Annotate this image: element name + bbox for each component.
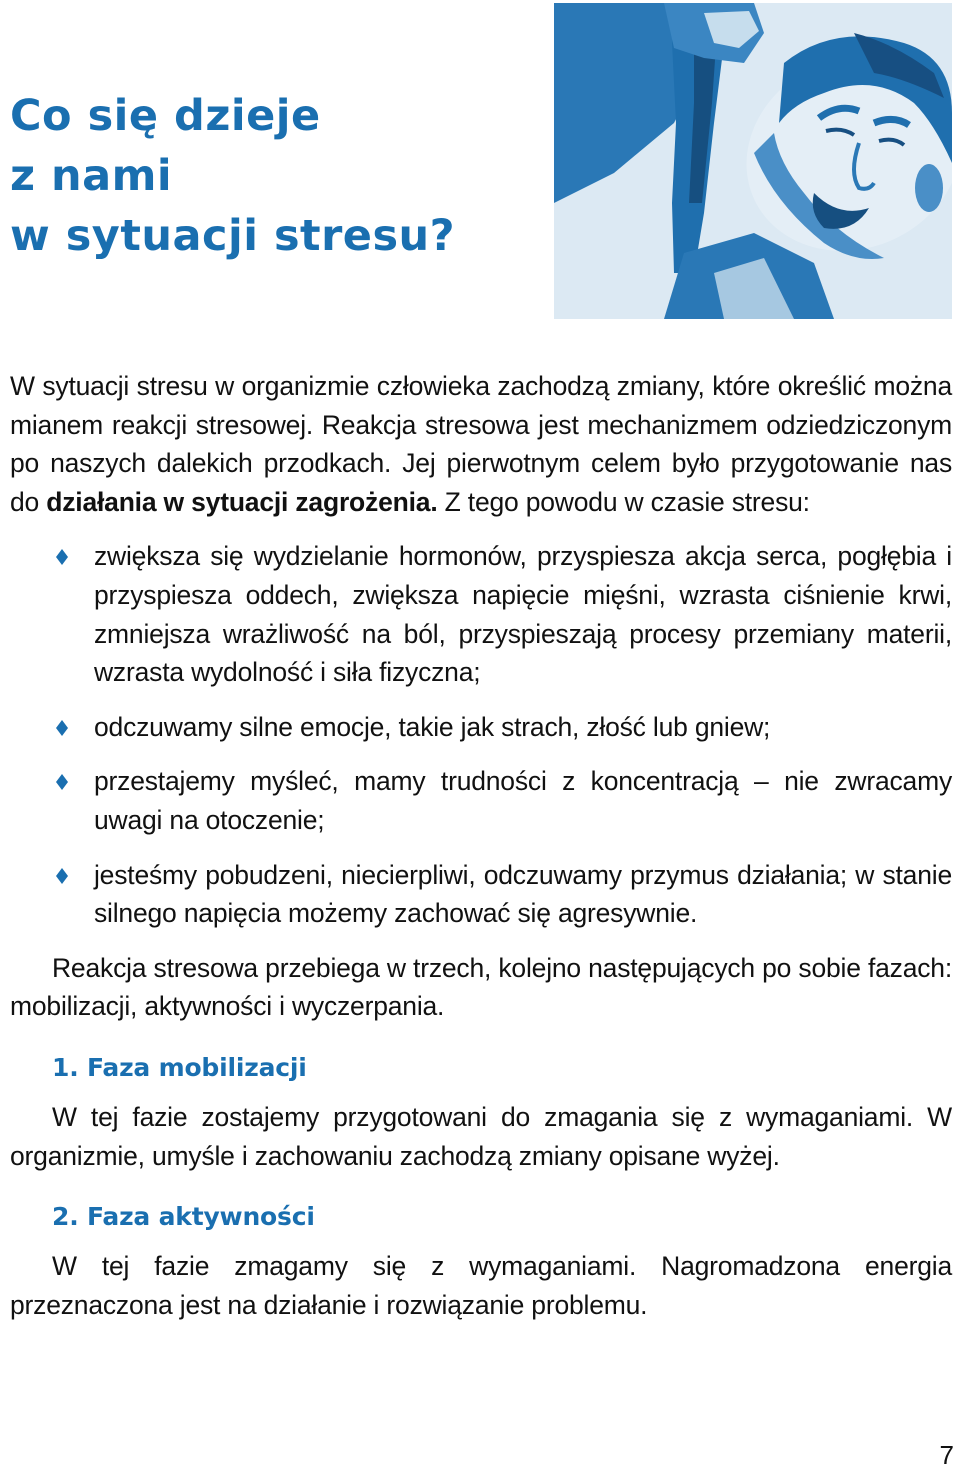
list-item (10, 537, 952, 691)
stressed-man-photo (554, 3, 952, 319)
title-line-1: Co się dzieje (10, 91, 321, 141)
page-title (10, 86, 530, 266)
list-item-text: zwiększa się wydzielanie hormonów, przyspiesza akcja serca, pogłębia i przyspiesza oddech, zwiększa napięcie mięśni, wzrasta ciśnienie krwi, zmniejsza wrażliwość na ból, przyspieszają procesy przemiany materii, wzrasta wydolność i siła fizyczna; (94, 541, 952, 688)
list-item-text: odczuwamy silne emocje, takie jak strach, złość lub gniew; (94, 711, 771, 742)
intro-text-1: W sytuacji stresu w organizmie człowieka zachodzą zmiany, które określić można mianem reakcji stresowej. Reakcja stresowa jest mechanizmem odziedziczonym po naszych dalekich przodkach. Jej pierwotnym celem było przygotowanie nas do (10, 371, 952, 517)
phase-1-heading: 1. Faza mobilizacji (52, 1052, 307, 1082)
list-item (10, 856, 952, 933)
intro-paragraph (10, 367, 952, 521)
diamond-bullet-icon (56, 774, 68, 790)
main-text (10, 367, 952, 1324)
list-item (10, 762, 952, 839)
list-item-text: jesteśmy pobudzeni, niecierpliwi, odczuwamy przymus działania; w stanie silnego napięcia możemy zachować się agresywnie. (94, 859, 952, 929)
title-line-3: w sytuacji stresu? (10, 211, 456, 261)
diamond-bullet-icon (56, 549, 68, 565)
list-item-text: przestajemy myśleć, mamy trudności z koncentracją – nie zwracamy uwagi na otoczenie; (94, 766, 952, 835)
list-item (10, 708, 952, 747)
title-line-2: z nami (10, 151, 173, 201)
stressed-man-illustration (554, 3, 952, 319)
diamond-bullet-icon (56, 720, 68, 736)
stress-symptoms-list (10, 537, 952, 932)
intro-bold-text: działania w sytuacji zagrożenia. (46, 486, 438, 517)
phase-1-text: W tej fazie zostajemy przygotowani do zmagania się z wymaganiami. W organizmie, umyśle i zachowaniu zachodzą zmiany opisane wyżej. (10, 1101, 952, 1171)
intro-text-2: Z tego powodu w czasie stresu: (437, 486, 810, 517)
page-number: 7 (939, 1440, 954, 1470)
phases-intro-paragraph: Reakcja stresowa przebiega w trzech, kolejno następujących po sobie fazach: mobilizacji, aktywności i wyczerpania. (10, 952, 952, 1022)
diamond-bullet-icon (56, 868, 68, 884)
phase-2-text: W tej fazie zmagamy się z wymaganiami. Nagromadzona energia przeznaczona jest na działanie i rozwiązanie problemu. (10, 1251, 952, 1320)
phase-2-heading: 2. Faza aktywności (52, 1202, 315, 1232)
